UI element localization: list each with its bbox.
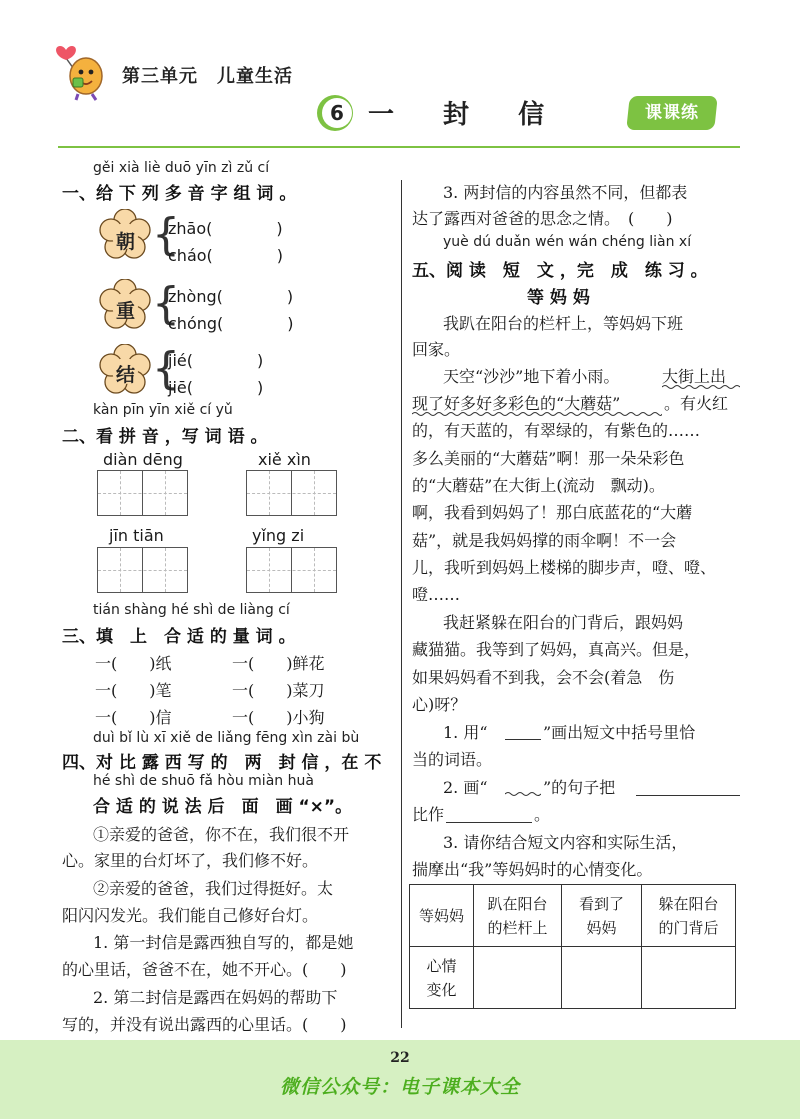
polyphone-char: 朝 [116,231,136,253]
practice-tag-label: 课课练 [645,103,699,123]
mood-change-table [409,884,736,1009]
task3-line2: 揣摩出“我”等妈妈时的心情变化。 [412,860,653,879]
word-pinyin: jīn tiān [109,526,164,545]
story-line: 菇”，就是我妈妈撑的雨伞啊！不一会 [412,531,677,550]
judge-q1-line1: 1. 第一封信是露西独自写的，都是她 [93,933,354,952]
story-line: 。有火红 [664,394,729,413]
story-line: 回家。 [412,340,461,359]
letter1-line2: 心。家里的台灯坏了，我们修不好。 [62,851,319,870]
reading-blank[interactable]: jiē( ) [168,378,264,397]
story-line: 我趴在阳台的栏杆上，等妈妈下班 [443,314,684,333]
polyphone-char: 结 [116,364,136,386]
page-number: 22 [390,1050,410,1066]
wavy-line-sample [505,791,541,797]
reading-blank[interactable]: jié( ) [168,351,264,370]
polyphone-char: 重 [116,300,136,322]
reading-blank[interactable]: cháo( ) [168,246,284,265]
section5-pinyin: yuè dú duǎn wén wán chéng liàn xí [443,234,692,250]
letter1-line1: ①亲爱的爸爸，你不在，我们很不开 [93,825,350,844]
table-header-cell: 等妈妈 [410,885,474,947]
answer-cell[interactable] [562,947,642,1009]
judge-q2-line1: 2. 第二封信是露西在妈妈的帮助下 [93,988,338,1007]
header-divider [58,146,740,148]
brace-icon: { [152,278,180,329]
section1-pinyin: gěi xià liè duō yīn zì zǔ cí [93,160,270,176]
word-pinyin: xiě xìn [258,450,311,469]
measure-word-blank[interactable]: 一( )笔 [95,681,172,700]
section1-heading: 一、给 下 列 多 音 字 组 词 。 [62,184,297,204]
writing-grid[interactable] [97,547,188,593]
task2-end: 。 [534,805,551,824]
story-title: 等 妈 妈 [527,288,590,308]
task2-middle: ”的句子把 [543,778,616,797]
reading-blank[interactable]: zhòng( ) [168,287,294,306]
story-wavy-sentence-part2: 现了好多好多彩色的“大蘑菇” [412,394,621,413]
answer-blank[interactable] [636,795,740,796]
table-row-label: 心情 变化 [410,947,474,1009]
section4-pinyin-line2: hé shì de shuō fǎ hòu miàn huà [93,773,314,789]
story-line: 天空“沙沙”地下着小雨。 [443,367,620,386]
section4-heading-line1: 四、对 比 露 西 写 的 两 封 信 ，在 不 [62,753,382,773]
lesson-title: 一 封 信 [368,100,565,130]
story-line: 的，有天蓝的，有翠绿的，有紫色的…… [412,421,701,440]
story-line: 啊，我看到妈妈了！那白底蓝花的“大蘑 [412,503,693,522]
straight-line-sample [505,739,541,740]
footer-watermark: 微信公众号：电子课本大全 [279,1076,520,1098]
practice-tag [628,96,716,130]
judge-q2-line2[interactable]: 写的，并没有说出露西的心里话。( ) [62,1015,347,1034]
measure-word-blank[interactable]: 一( )鲜花 [232,654,325,673]
judge-q3-line1: 3. 两封信的内容虽然不同，但都表 [443,183,688,202]
story-line: 多么美丽的“大蘑菇”啊！那一朵朵彩色 [412,449,685,468]
writing-grid[interactable] [246,470,337,516]
section4-heading-line2: 合 适 的 说 法 后 面 画 “×”。 [93,797,353,817]
story-line: 如果妈妈看不到我，会不会(着急 伤 [412,668,675,687]
task1-prefix: 1. 用“ [443,723,488,742]
task3-line1: 3. 请你结合短文内容和实际生活， [443,833,688,852]
answer-blank[interactable] [446,822,532,823]
story-line: 藏猫猫。我等到了妈妈，真高兴。但是， [412,640,701,659]
letter2-line1: ②亲爱的爸爸，我们过得挺好。太 [93,879,334,898]
answer-cell[interactable] [642,947,736,1009]
story-line: 儿，我听到妈妈上楼梯的脚步声，噔、噔、 [412,558,717,577]
story-line: 心)呀？ [412,695,467,714]
section2-pinyin: kàn pīn yīn xiě cí yǔ [93,402,233,418]
measure-word-blank[interactable]: 一( )小狗 [232,708,325,727]
task2-prefix: 2. 画“ [443,778,488,797]
lesson-number-badge [317,95,353,131]
measure-word-blank[interactable]: 一( )信 [95,708,172,727]
section5-heading: 五、阅 读 短 文 ，完 成 练 习 。 [412,261,708,281]
table-header-cell: 看到了 妈妈 [562,885,642,947]
brace-icon: { [152,209,180,260]
section4-pinyin-line1: duì bǐ lù xī xiě de liǎng fēng xìn zài bù [93,730,360,746]
column-divider [401,180,402,1028]
writing-grid[interactable] [246,547,337,593]
section3-heading: 三、填 上 合 适 的 量 词 。 [62,627,296,647]
reading-blank[interactable]: zhāo( ) [168,219,283,238]
lesson-number: 6 [322,98,352,128]
story-line: 的“大蘑菇”在大街上(流动 飘动)。 [412,476,665,495]
section3-pinyin: tián shàng hé shì de liàng cí [93,602,290,618]
writing-grid[interactable] [97,470,188,516]
task1-suffix: ”画出短文中括号里恰 [543,723,696,742]
judge-q1-line2[interactable]: 的心里话，爸爸不在，她不开心。( ) [62,960,347,979]
brace-icon: { [152,343,180,394]
reading-blank[interactable]: chóng( ) [168,314,294,333]
wavy-underline [662,384,740,390]
unit-title: 第三单元 儿童生活 [122,66,293,87]
task1-line2: 当的词语。 [412,750,493,769]
measure-word-blank[interactable]: 一( )菜刀 [232,681,325,700]
wavy-underline [412,411,662,417]
story-line: 噔…… [412,585,461,604]
judge-q3-line2[interactable]: 达了露西对爸爸的思念之情。 ( ) [412,209,673,228]
answer-cell[interactable] [474,947,562,1009]
word-pinyin: diàn dēng [103,450,183,469]
table-header-cell: 躲在阳台 的门背后 [642,885,736,947]
measure-word-blank[interactable]: 一( )纸 [95,654,172,673]
table-header-cell: 趴在阳台 的栏杆上 [474,885,562,947]
section2-heading: 二、看 拼 音 ，写 词 语 。 [62,427,268,447]
story-line: 我赶紧躲在阳台的门背后，跟妈妈 [443,613,684,632]
story-wavy-sentence-part1: 大街上出 [662,367,727,386]
mascot-illustration [50,42,110,102]
task2-compare: 比作 [412,805,445,824]
letter2-line2: 阳闪闪发光。我们能自己修好台灯。 [62,906,319,925]
word-pinyin: yǐng zi [252,526,305,545]
